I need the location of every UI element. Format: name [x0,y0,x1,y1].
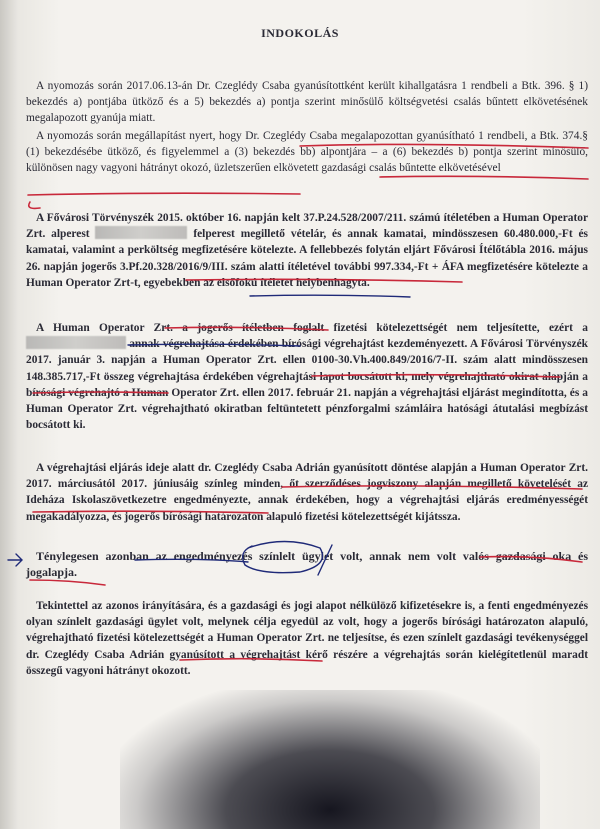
red-underline [28,193,300,195]
redacted-name [95,226,187,239]
paragraph-4-part-b: annak végrehajtása érdekében bírósági végrehajtást kezdeményezett. A Fővárosi Törvényszék 2017. január 3. napján a Human Operator Zrt. ellen 0100-30.Vh.400.849/2016/7-II. szám alatt mindösszesen 148.385.717,-Ft összeg végrehajtása érdekében végrehajtási lapot bocsátott ki, mely végrehajtható okirat alapján a bírósági végrehajtó a Human Operator Zrt. ellen 2017. február 21. napján a végrehajtási eljárást megindította, és a Human Operator Zrt. végrehajtható okiratban feltüntetett pénzforgalmi számláira hatósági átutalási megbízást bocsátott ki. [26,338,588,432]
paragraph-3-part-a: A Fővárosi Törvényszék 2015. október 16. napján kelt 37.P.24.528/2007/211. számú ítéletében a Human Operator Zrt. alperest [26,212,588,241]
paragraph-6: Ténylegesen azonban az engedményezés színlelt ügylet volt, annak nem volt valós gazdasági oka és jogalapja. [26,549,588,580]
blue-underline [250,295,410,297]
redacted-name [26,336,126,349]
camera-shadow [120,690,540,829]
paragraph-4 [26,320,588,433]
paragraph-3-part-b: felperest megillető vételár, és annak kamatai, mindösszesen 60.480.000,-Ft és kamatai, valamint a perköltség megfizetésére kötelezte. A fellebbezés folytán eljárt Fővárosi Ítélőtábla 2016. május 26. napján jogerős 3.Pf.20.328/2016/9/III. szám alatti ítéletével további 997.334,-Ft + ÁFA megfizetésére kötelezte a Human Operator Zrt-t, egyebekben az elsőfokú ítéletet helybenhagyta. [26,228,588,289]
document-title: INDOKOLÁS [261,26,339,40]
paragraph-3 [26,210,588,291]
paragraph-7: Tekintettel az azonos irányítására, és a gazdasági és jogi alapot nélkülöző kifizetésekre is, a fenti engedményezés olyan színlelt gazdasági ügylet volt, melynek célja egyedül az volt, hogy a jogerős bírósági határozaton alapuló, végrehajtható fizetési kötelezettségét a Human Operator Zrt. ne teljesítse, és ezen színlelt gazdasági tevékenységgel dr. Czeglédy Csaba Adrián gyanúsított a végrehajtást kérő részére a végrehajtás során kielégítetlenül maradt összegű vagyoni hátrányt okozott. [26,600,588,677]
blue-arrow [8,554,22,566]
paragraph-2: A nyomozás során megállapítást nyert, hogy Dr. Czeglédy Csaba megalapozottan gyanúsítható 1 rendbeli, a Btk. 374.§ (1) bekezdésébe ütköző, és figyelemmel a (3) bekezdés bb) alpontjára – a (6) bekezdés b) pontja szerint minősülő, különösen nagy vagyoni hátrányt okozó, üzletszerűen elkövetett gazdasági csalás bűntette elkövetésével [26,130,588,175]
paragraph-4-part-a: A Human Operator Zrt. a jogerős ítéletben foglalt fizetési kötelezettségét nem teljesítette, ezért a [36,322,588,334]
paragraph-1: A nyomozás során 2017.06.13-án Dr. Czeglédy Csaba gyanúsítottként került kihallgatásra 1 rendbeli a Btk. 396. § 1) bekezdés a) pontjába ütköző és a 5) bekezdés a) pontja szerint minősülő költségvetési csalás bűntett elkövetésének megalapozott gyanúja miatt. [26,80,588,125]
red-underline [30,580,105,585]
paragraph-5: A végrehajtási eljárás ideje alatt dr. Czeglédy Csaba Adrián gyanúsított döntése alapján a Human Operator Zrt. 2017. márciusától 2017. júniusáig színleg minden, őt szerződéses jogviszony alapján megillető követelését az Ideháza Iskolaszövetkezetre engedményezte, annak érdekében, hogy a végrehajtási eljárás eredményességét megakadályozza, és jogerős bírósági határozaton alapuló fizetési kötelezettségét kijátssza. [26,462,588,523]
red-underline [380,176,588,179]
red-underline [29,202,40,208]
